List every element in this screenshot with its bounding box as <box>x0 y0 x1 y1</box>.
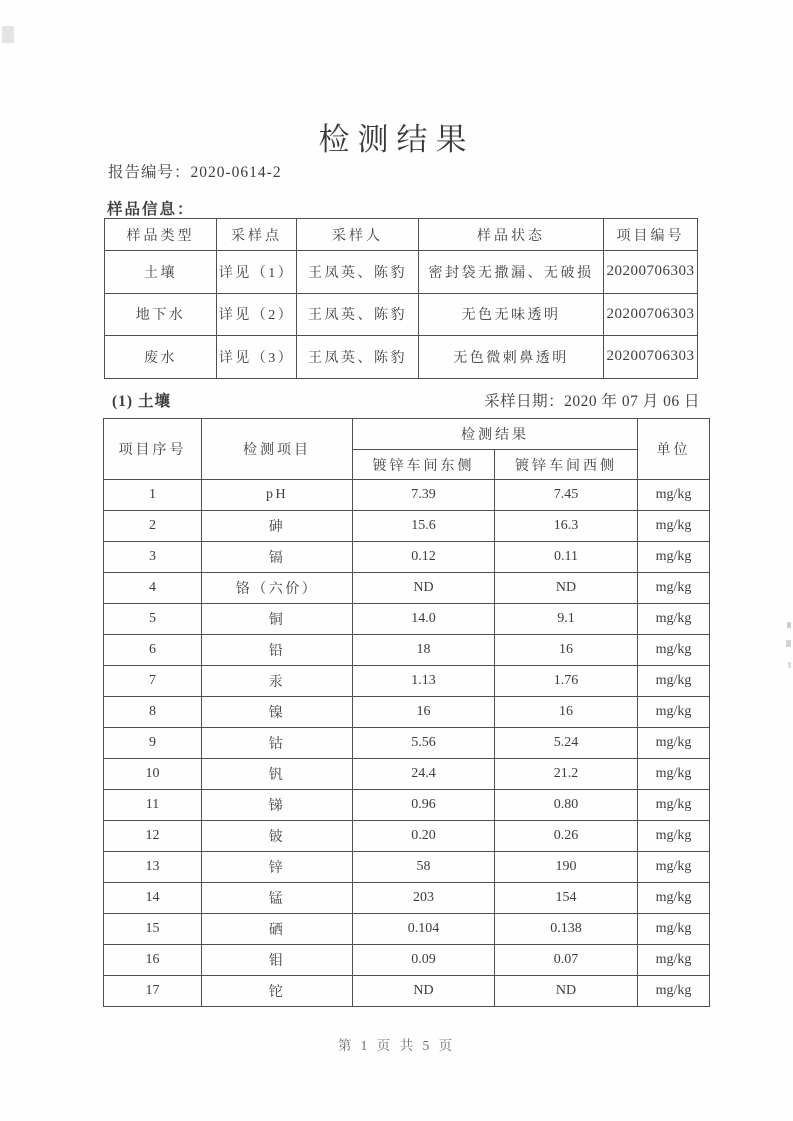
section-label: (1) 土壤 <box>112 393 171 410</box>
scan-artifact <box>2 26 14 43</box>
east-value-cell: 5.56 <box>353 728 495 759</box>
report-number: 报告编号：2020-0614-2 <box>108 164 282 181</box>
east-value-cell: 14.0 <box>353 604 495 635</box>
sampling-point-cell: 详见（1） <box>217 251 297 294</box>
item-cell: 汞 <box>202 666 353 697</box>
east-value-cell: 0.96 <box>353 790 495 821</box>
table-row <box>105 293 698 336</box>
unit-cell: mg/kg <box>638 790 710 821</box>
item-cell: 钼 <box>202 945 353 976</box>
east-value-cell: 0.12 <box>353 542 495 573</box>
sample-state-cell: 无色微刺鼻透明 <box>419 336 604 379</box>
page-title: 检测结果 <box>318 122 475 157</box>
west-value-cell: 1.76 <box>495 666 638 697</box>
item-cell: 镉 <box>202 542 353 573</box>
unit-cell: mg/kg <box>638 821 710 852</box>
unit-cell: mg/kg <box>638 728 710 759</box>
item-cell: pH <box>202 480 353 511</box>
item-cell: 镍 <box>202 697 353 728</box>
table-row <box>104 635 710 666</box>
unit-cell: mg/kg <box>638 697 710 728</box>
table-row <box>104 697 710 728</box>
west-value-cell: ND <box>495 976 638 1007</box>
column-header: 样品状态 <box>419 219 604 251</box>
table-row <box>104 728 710 759</box>
table-row <box>104 666 710 697</box>
east-value-cell: 16 <box>353 697 495 728</box>
table-row <box>104 790 710 821</box>
index-cell: 12 <box>104 821 202 852</box>
west-value-cell: 5.24 <box>495 728 638 759</box>
sample-type-cell: 废水 <box>105 336 217 379</box>
unit-cell: mg/kg <box>638 480 710 511</box>
west-value-cell: 190 <box>495 852 638 883</box>
index-cell: 5 <box>104 604 202 635</box>
index-cell: 6 <box>104 635 202 666</box>
table-row <box>104 821 710 852</box>
item-cell: 锌 <box>202 852 353 883</box>
east-value-cell: ND <box>353 976 495 1007</box>
west-value-cell: 7.45 <box>495 480 638 511</box>
table-row <box>104 976 710 1007</box>
east-value-cell: 203 <box>353 883 495 914</box>
page-footer: 第 1 页 共 5 页 <box>337 1038 456 1053</box>
west-value-cell: 0.11 <box>495 542 638 573</box>
item-cell: 钴 <box>202 728 353 759</box>
table-row <box>104 542 710 573</box>
unit-cell: mg/kg <box>638 976 710 1007</box>
index-cell: 16 <box>104 945 202 976</box>
unit-cell: mg/kg <box>638 852 710 883</box>
item-cell: 锰 <box>202 883 353 914</box>
sampler-cell: 王凤英、陈豹 <box>297 293 419 336</box>
index-cell: 1 <box>104 480 202 511</box>
table-row <box>104 573 710 604</box>
west-value-cell: ND <box>495 573 638 604</box>
west-value-cell: 16 <box>495 635 638 666</box>
index-cell: 14 <box>104 883 202 914</box>
west-value-cell: 0.26 <box>495 821 638 852</box>
unit-cell: mg/kg <box>638 542 710 573</box>
item-cell: 铬（六价） <box>202 573 353 604</box>
item-cell: 铍 <box>202 821 353 852</box>
index-cell: 8 <box>104 697 202 728</box>
sampling-date: 采样日期：2020 年 07 月 06 日 <box>484 393 700 410</box>
table-row <box>104 852 710 883</box>
unit-cell: mg/kg <box>638 635 710 666</box>
east-value-cell: 18 <box>353 635 495 666</box>
index-cell: 2 <box>104 511 202 542</box>
sample-table-header-row <box>105 219 698 251</box>
column-header-unit: 单位 <box>638 419 710 480</box>
item-cell: 硒 <box>202 914 353 945</box>
sampler-cell: 王凤英、陈豹 <box>297 251 419 294</box>
column-header-item: 检测项目 <box>202 419 353 480</box>
unit-cell: mg/kg <box>638 666 710 697</box>
index-cell: 9 <box>104 728 202 759</box>
project-number-cell: 20200706303 <box>604 336 698 379</box>
east-value-cell: 0.104 <box>353 914 495 945</box>
west-value-cell: 9.1 <box>495 604 638 635</box>
west-value-cell: 16.3 <box>495 511 638 542</box>
table-row <box>104 759 710 790</box>
sampling-point-cell: 详见（3） <box>217 336 297 379</box>
east-value-cell: 58 <box>353 852 495 883</box>
index-cell: 11 <box>104 790 202 821</box>
item-cell: 砷 <box>202 511 353 542</box>
item-cell: 铜 <box>202 604 353 635</box>
unit-cell: mg/kg <box>638 945 710 976</box>
item-cell: 铊 <box>202 976 353 1007</box>
table-row <box>105 336 698 379</box>
table-row <box>104 883 710 914</box>
index-cell: 7 <box>104 666 202 697</box>
item-cell: 铅 <box>202 635 353 666</box>
index-cell: 10 <box>104 759 202 790</box>
index-cell: 3 <box>104 542 202 573</box>
unit-cell: mg/kg <box>638 759 710 790</box>
column-header-east: 镀锌车间东侧 <box>353 450 495 480</box>
sample-type-cell: 土壤 <box>105 251 217 294</box>
unit-cell: mg/kg <box>638 604 710 635</box>
east-value-cell: 0.09 <box>353 945 495 976</box>
east-value-cell: 1.13 <box>353 666 495 697</box>
west-value-cell: 154 <box>495 883 638 914</box>
column-header: 采样人 <box>297 219 419 251</box>
table-row <box>104 480 710 511</box>
item-cell: 锑 <box>202 790 353 821</box>
east-value-cell: 15.6 <box>353 511 495 542</box>
west-value-cell: 16 <box>495 697 638 728</box>
column-header-result-group: 检测结果 <box>353 419 638 450</box>
table-row <box>104 914 710 945</box>
west-value-cell: 0.07 <box>495 945 638 976</box>
index-cell: 17 <box>104 976 202 1007</box>
project-number-cell: 20200706303 <box>604 293 698 336</box>
unit-cell: mg/kg <box>638 511 710 542</box>
item-cell: 钒 <box>202 759 353 790</box>
index-cell: 4 <box>104 573 202 604</box>
west-value-cell: 0.138 <box>495 914 638 945</box>
west-value-cell: 21.2 <box>495 759 638 790</box>
sample-state-cell: 无色无味透明 <box>419 293 604 336</box>
column-header-west: 镀锌车间西侧 <box>495 450 638 480</box>
table-row <box>104 945 710 976</box>
sample-info-label: 样品信息： <box>107 201 195 218</box>
result-table-header-row <box>104 419 710 450</box>
column-header-index: 项目序号 <box>104 419 202 480</box>
east-value-cell: 24.4 <box>353 759 495 790</box>
east-value-cell: 7.39 <box>353 480 495 511</box>
unit-cell: mg/kg <box>638 573 710 604</box>
table-row <box>104 511 710 542</box>
sample-info-table <box>104 218 698 379</box>
table-row <box>105 251 698 294</box>
soil-result-table <box>103 418 710 1007</box>
scan-artifact <box>788 662 791 668</box>
table-row <box>104 604 710 635</box>
west-value-cell: 0.80 <box>495 790 638 821</box>
east-value-cell: ND <box>353 573 495 604</box>
column-header: 样品类型 <box>105 219 217 251</box>
sample-state-cell: 密封袋无撒漏、无破损 <box>419 251 604 294</box>
sample-type-cell: 地下水 <box>105 293 217 336</box>
section-header <box>112 389 700 411</box>
column-header: 项目编号 <box>604 219 698 251</box>
column-header: 采样点 <box>217 219 297 251</box>
scan-artifact <box>787 622 791 628</box>
scan-artifact <box>786 640 791 647</box>
index-cell: 13 <box>104 852 202 883</box>
sampling-point-cell: 详见（2） <box>217 293 297 336</box>
unit-cell: mg/kg <box>638 914 710 945</box>
project-number-cell: 20200706303 <box>604 251 698 294</box>
east-value-cell: 0.20 <box>353 821 495 852</box>
unit-cell: mg/kg <box>638 883 710 914</box>
index-cell: 15 <box>104 914 202 945</box>
sampler-cell: 王凤英、陈豹 <box>297 336 419 379</box>
